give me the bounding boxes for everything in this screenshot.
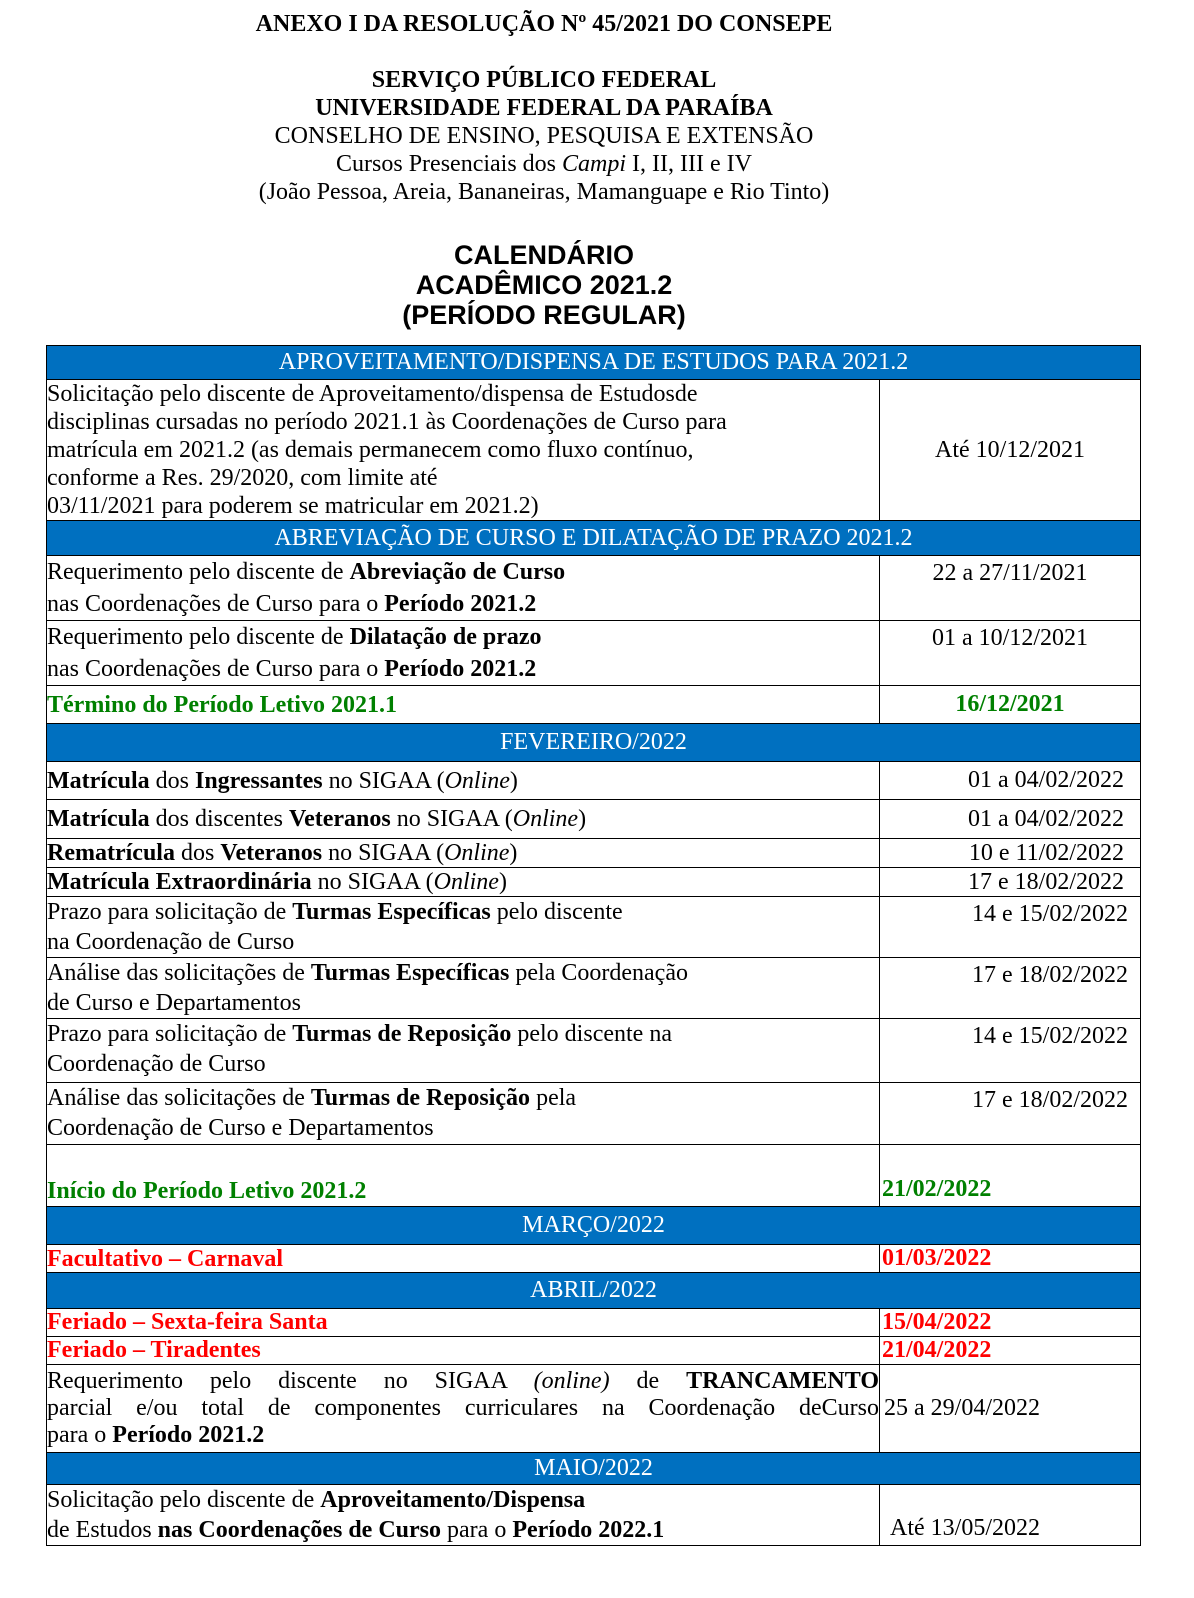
section-header-row xyxy=(47,346,1141,380)
row-description xyxy=(47,800,880,839)
calendar-row xyxy=(47,1083,1141,1145)
section-header-row xyxy=(47,1273,1141,1309)
row-description xyxy=(47,868,880,897)
calendar-table xyxy=(46,345,1141,1546)
row-description xyxy=(47,958,880,1019)
row-date: 14 e 15/02/2022 xyxy=(880,1019,1141,1083)
row-description xyxy=(47,380,880,521)
calendar-row xyxy=(47,1245,1141,1273)
calendar-row xyxy=(47,686,1141,724)
row-date: 21/04/2022 xyxy=(880,1337,1141,1365)
section-header-row xyxy=(47,724,1141,762)
row-description xyxy=(47,762,880,800)
row-description xyxy=(47,1083,880,1145)
row-date: 01 a 10/12/2021 xyxy=(880,621,1141,686)
description-line: Coordenação de Curso e Departamentos xyxy=(47,1115,434,1141)
calendar-row xyxy=(47,1145,1141,1207)
row-date: 22 a 27/11/2021 xyxy=(880,556,1141,621)
description-line: Análise das solicitações de Turmas de Reposição pela xyxy=(47,1085,577,1111)
row-date: 01 a 04/02/2022 xyxy=(880,800,1141,839)
section-header: MAIO/2022 xyxy=(47,1453,1141,1485)
description-line: Requerimento pelo discente no SIGAA (online) de TRANCAMENTO xyxy=(47,1368,879,1394)
section-header-row xyxy=(47,521,1141,556)
calendar-row xyxy=(47,380,1141,521)
calendar-row xyxy=(47,1309,1141,1337)
calendar-row xyxy=(47,839,1141,868)
header-line-4: CONSELHO DE ENSINO, PESQUISA E EXTENSÃO xyxy=(274,123,814,149)
row-description xyxy=(47,1145,880,1207)
section-header: APROVEITAMENTO/DISPENSA DE ESTUDOS PARA 2021.2 xyxy=(47,346,1141,380)
row-date: 17 e 18/02/2022 xyxy=(880,958,1141,1019)
row-description xyxy=(47,556,880,621)
calendar-row xyxy=(47,958,1141,1019)
description-line: matrícula em 2021.2 (as demais permanecem como fluxo contínuo, xyxy=(47,437,694,463)
description-line: Feriado – Sexta-feira Santa xyxy=(47,1309,328,1335)
calendar-row xyxy=(47,868,1141,897)
row-date: 15/04/2022 xyxy=(880,1309,1141,1337)
section-header: MARÇO/2022 xyxy=(47,1207,1141,1245)
header-line-5: Cursos Presenciais dos Campi I, II, III e IV xyxy=(336,151,752,177)
row-date: Até 10/12/2021 xyxy=(880,380,1141,521)
calendar-row xyxy=(47,800,1141,839)
row-description xyxy=(47,1309,880,1337)
calendar-row xyxy=(47,1485,1141,1546)
calendar-row xyxy=(47,556,1141,621)
description-line: Feriado – Tiradentes xyxy=(47,1337,261,1363)
description-line: Matrícula Extraordinária no SIGAA (Online) xyxy=(47,869,507,895)
row-date: 25 a 29/04/2022 xyxy=(880,1365,1141,1453)
row-date: 16/12/2021 xyxy=(880,686,1141,724)
row-description xyxy=(47,839,880,868)
row-description xyxy=(47,1485,880,1546)
description-line: nas Coordenações de Curso para o Período 2021.2 xyxy=(47,591,537,617)
row-description xyxy=(47,1365,880,1453)
description-line: na Coordenação de Curso xyxy=(47,929,295,955)
row-description xyxy=(47,1337,880,1365)
header-line-2: SERVIÇO PÚBLICO FEDERAL xyxy=(371,67,717,93)
description-line: Matrícula dos discentes Veteranos no SIGAA (Online) xyxy=(47,806,587,832)
description-line: Prazo para solicitação de Turmas de Reposição pelo discente na xyxy=(47,1021,672,1047)
description-line: de Estudos nas Coordenações de Curso para o Período 2022.1 xyxy=(47,1517,665,1543)
description-line: Facultativo – Carnaval xyxy=(47,1245,283,1272)
row-description xyxy=(47,1019,880,1083)
description-line: para o Período 2021.2 xyxy=(47,1422,265,1448)
description-line: conforme a Res. 29/2020, com limite até xyxy=(47,465,438,491)
description-line: Requerimento pelo discente de Abreviação de Curso xyxy=(47,559,566,585)
row-date: 17 e 18/02/2022 xyxy=(880,868,1141,897)
description-line: Matrícula dos Ingressantes no SIGAA (Online) xyxy=(47,767,518,794)
row-date: 01 a 04/02/2022 xyxy=(880,762,1141,800)
calendar-row xyxy=(47,1019,1141,1083)
description-line: Início do Período Letivo 2021.2 xyxy=(47,1178,367,1204)
row-description xyxy=(47,897,880,958)
calendar-table-body xyxy=(47,346,1141,1546)
row-date: Até 13/05/2022 xyxy=(880,1485,1141,1546)
description-line: 03/11/2021 para poderem se matricular em 2021.2) xyxy=(47,493,539,519)
section-header: ABRIL/2022 xyxy=(47,1273,1141,1309)
row-date: 14 e 15/02/2022 xyxy=(880,897,1141,958)
row-date: 17 e 18/02/2022 xyxy=(880,1083,1141,1145)
calendar-row xyxy=(47,1337,1141,1365)
description-line: Solicitação pelo discente de Aproveitamento/dispensa de Estudosde xyxy=(47,381,698,407)
header-line-1: ANEXO I DA RESOLUÇÃO Nº 45/2021 DO CONSEPE xyxy=(255,11,833,37)
title-line-3: (PERÍODO REGULAR) xyxy=(402,300,686,330)
calendar-row xyxy=(47,621,1141,686)
description-line: Requerimento pelo discente de Dilatação de prazo xyxy=(47,624,542,650)
row-date: 01/03/2022 xyxy=(880,1245,1141,1273)
description-line: de Curso e Departamentos xyxy=(47,990,301,1016)
header-line-6: (João Pessoa, Areia, Bananeiras, Mamanguape e Rio Tinto) xyxy=(258,179,830,205)
calendar-row xyxy=(47,897,1141,958)
section-header-row xyxy=(47,1453,1141,1485)
title-line-1: CALENDÁRIO xyxy=(454,240,634,270)
section-header-row xyxy=(47,1207,1141,1245)
calendar-row xyxy=(47,762,1141,800)
description-line: nas Coordenações de Curso para o Período 2021.2 xyxy=(47,656,537,682)
calendar-title xyxy=(0,240,1088,330)
header-line-3: UNIVERSIDADE FEDERAL DA PARAÍBA xyxy=(315,95,773,121)
row-date: 10 e 11/02/2022 xyxy=(880,839,1141,868)
description-line: parcial e/ou total de componentes curriculares na Coordenação deCurso xyxy=(47,1395,879,1421)
row-date: 21/02/2022 xyxy=(880,1145,1141,1207)
doc-header xyxy=(0,0,1088,206)
title-line-2: ACADÊMICO 2021.2 xyxy=(415,270,673,300)
section-header: FEVEREIRO/2022 xyxy=(47,724,1141,762)
calendar-row xyxy=(47,1365,1141,1453)
section-header: ABREVIAÇÃO DE CURSO E DILATAÇÃO DE PRAZO 2021.2 xyxy=(47,521,1141,556)
description-line: Análise das solicitações de Turmas Específicas pela Coordenação xyxy=(47,960,688,986)
description-line: Prazo para solicitação de Turmas Específicas pelo discente xyxy=(47,899,623,925)
description-line: disciplinas cursadas no período 2021.1 às Coordenações de Curso para xyxy=(47,409,727,435)
description-line: Término do Período Letivo 2021.1 xyxy=(47,691,397,718)
description-line: Coordenação de Curso xyxy=(47,1051,266,1077)
row-description xyxy=(47,1245,880,1273)
row-description xyxy=(47,686,880,724)
description-line: Solicitação pelo discente de Aproveitamento/Dispensa xyxy=(47,1487,586,1513)
row-description xyxy=(47,621,880,686)
description-line: Rematrícula dos Veteranos no SIGAA (Online) xyxy=(47,840,518,866)
